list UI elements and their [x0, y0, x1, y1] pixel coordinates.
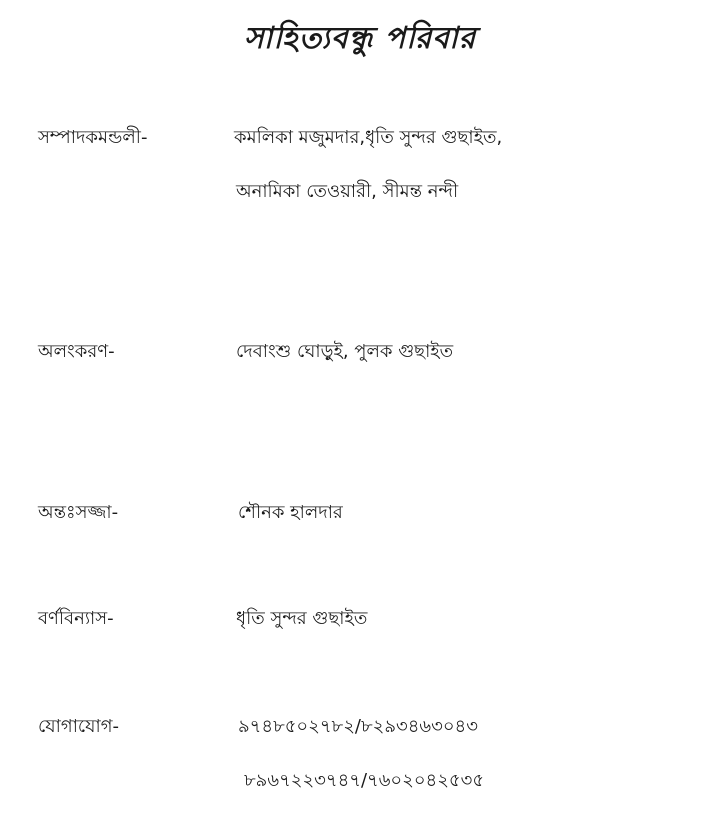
editorial-board-label: সম্পাদকমন্ডলী- — [38, 127, 148, 148]
illustration-label: অলংকরণ- — [38, 341, 115, 362]
contact-label: যোগাযোগ- — [38, 716, 120, 737]
page-title: সাহিত্যবন্ধু পরিবার — [243, 21, 477, 56]
contact-phone-line-2: ৮৯৬৭২২৩৭৪৭/৭৬০২০৪২৫৩৫ — [244, 770, 484, 791]
editorial-board-names-line-1: কমলিকা মজুমদার,ধৃতি সুন্দর গুছাইত, — [234, 127, 503, 148]
typesetting-label: বর্ণবিন্যাস- — [38, 608, 114, 629]
contact-phone-line-1: ৯৭৪৮৫০২৭৮২/৮২৯৩৪৬৩০৪৩ — [238, 716, 478, 737]
editorial-board-names-line-2: অনামিকা তেওয়ারী, সীমন্ত নন্দী — [236, 181, 459, 202]
interior-design-label: অন্তঃসজ্জা- — [38, 502, 119, 523]
illustration-names: দেবাংশু ঘোড়ুই, পুলক গুছাইত — [236, 341, 454, 362]
interior-design-names: শৌনক হালদার — [238, 502, 343, 523]
typesetting-names: ধৃতি সুন্দর গুছাইত — [236, 608, 368, 629]
